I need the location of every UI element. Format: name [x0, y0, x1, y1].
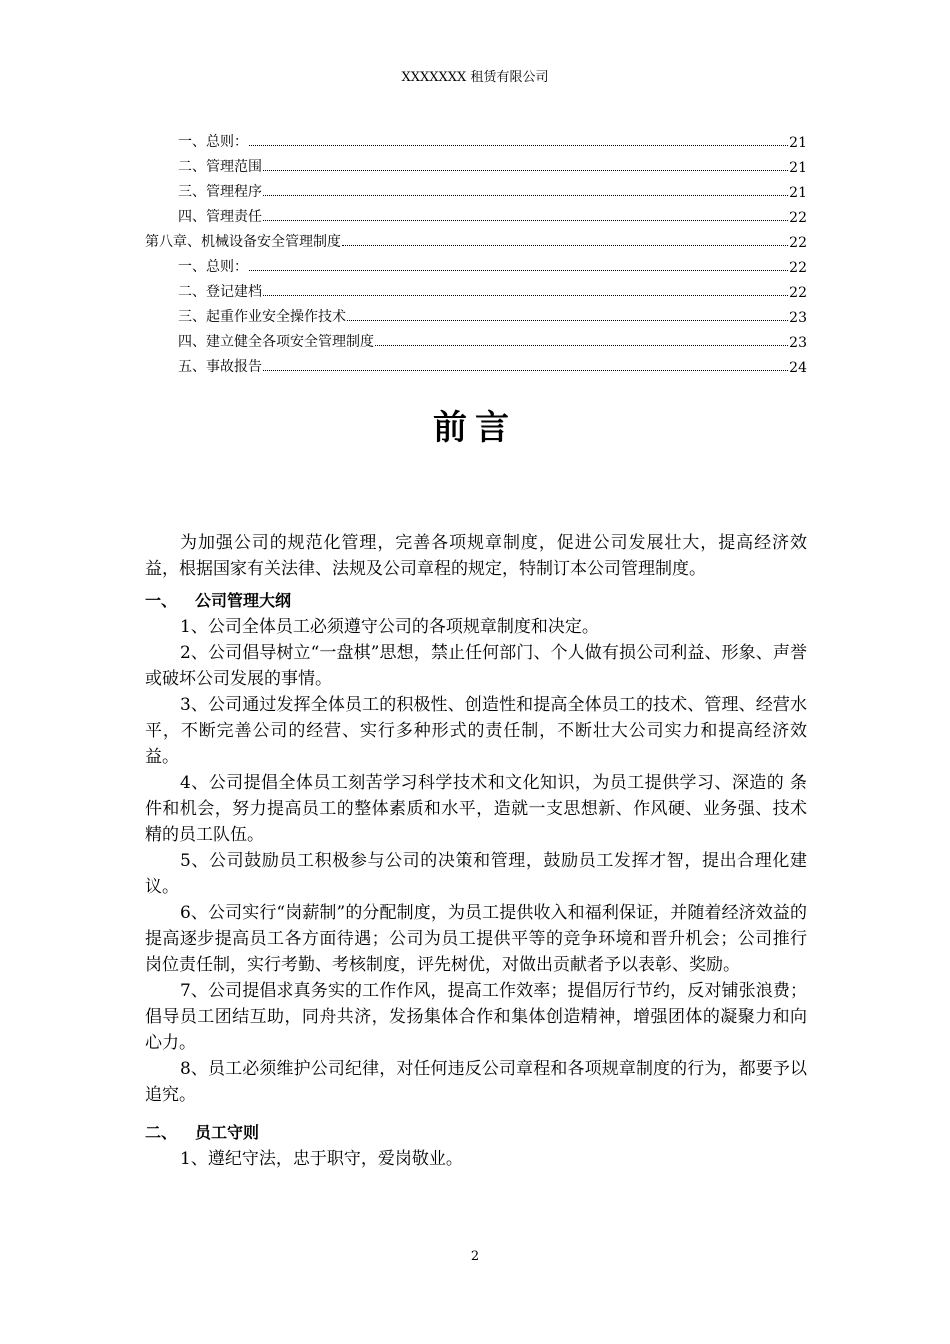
page-number: 2 — [470, 1249, 480, 1264]
toc-entry[interactable] — [145, 126, 807, 151]
table-of-contents — [145, 126, 807, 376]
toc-entry-page: 22 — [789, 260, 807, 276]
list-item: 4、公司提倡全体员工刻苦学习科学技术和文化知识，为员工提供学习、深造的 条件和机会，努力提高员工的整体素质和水平，造就一支思想新、作风硬、业务强、技术精的员工队伍。 — [145, 773, 807, 845]
toc-entry-page: 21 — [789, 135, 807, 151]
toc-leader — [263, 370, 788, 371]
intro-paragraph: 为加强公司的规范化管理，完善各项规章制度，促进公司发展壮大，提高经济效益，根据国家有关法律、法规及公司章程的规定，特制订本公司管理制度。 — [145, 533, 807, 579]
toc-entry-label: 三、起重作业安全操作技术 — [178, 309, 346, 325]
toc-entry-label: 一、总则： — [178, 259, 248, 275]
toc-entry-page: 21 — [789, 185, 807, 201]
list-item: 8、员工必须维护公司纪律，对任何违反公司章程和各项规章制度的行为，都要予以追究。 — [145, 1059, 807, 1105]
toc-leader — [263, 220, 788, 221]
section-number: 二、 — [145, 1123, 178, 1142]
section-title: 员工守则 — [195, 1123, 260, 1142]
toc-entry[interactable] — [145, 251, 807, 276]
toc-entry[interactable] — [145, 201, 807, 226]
toc-entry[interactable] — [145, 276, 807, 301]
list-item: 1、遵纪守法，忠于职守，爱岗敬业。 — [180, 1149, 463, 1169]
toc-entry-label: 三、管理程序 — [178, 184, 262, 200]
toc-entry[interactable] — [145, 151, 807, 176]
toc-entry-label: 二、管理范围 — [178, 159, 262, 175]
page-title: 前言 — [433, 408, 517, 448]
toc-entry-label: 二、登记建档 — [178, 284, 262, 300]
section-heading-1 — [145, 588, 807, 614]
toc-entry-chapter[interactable] — [145, 226, 807, 251]
page-header: XXXXXXX 租赁有限公司 — [401, 70, 549, 85]
section-title: 公司管理大纲 — [195, 591, 292, 610]
toc-leader — [263, 295, 788, 296]
list-item: 7、公司提倡求真务实的工作作风，提高工作效率；提倡厉行节约，反对铺张浪费；倡导员工团结互助，同舟共济，发扬集体合作和集体创造精神，增强团体的凝聚力和向心力。 — [145, 981, 807, 1053]
toc-entry-label: 第八章、机械设备安全管理制度 — [145, 234, 341, 250]
toc-entry-label: 一、总则： — [178, 134, 248, 150]
toc-entry-label: 四、管理责任 — [178, 209, 262, 225]
toc-leader — [263, 170, 788, 171]
toc-leader — [347, 320, 788, 321]
toc-entry[interactable] — [145, 176, 807, 201]
toc-leader — [249, 270, 788, 271]
toc-entry[interactable] — [145, 326, 807, 351]
toc-entry[interactable] — [145, 301, 807, 326]
toc-entry[interactable] — [145, 351, 807, 376]
document-body — [145, 530, 807, 1172]
toc-entry-label: 四、建立健全各项安全管理制度 — [178, 334, 374, 350]
toc-entry-page: 24 — [789, 360, 807, 376]
toc-entry-page: 23 — [789, 310, 807, 326]
toc-leader — [263, 195, 788, 196]
toc-leader — [375, 345, 788, 346]
list-item: 1、公司全体员工必须遵守公司的各项规章制度和决定。 — [180, 617, 599, 637]
toc-entry-page: 22 — [789, 210, 807, 226]
list-item: 2、公司倡导树立“一盘棋”思想，禁止任何部门、个人做有损公司利益、形象、声誉或破坏公司发展的事情。 — [145, 643, 807, 689]
toc-entry-page: 23 — [789, 335, 807, 351]
list-item: 3、公司通过发挥全体员工的积极性、创造性和提高全体员工的技术、管理、经营水平，不断完善公司的经营、实行多种形式的责任制，不断壮大公司实力和提高经济效益。 — [145, 695, 807, 767]
toc-entry-label: 五、事故报告 — [178, 359, 262, 375]
list-item: 5、公司鼓励员工积极参与公司的决策和管理，鼓励员工发挥才智，提出合理化建议。 — [145, 851, 807, 897]
toc-entry-page: 21 — [789, 160, 807, 176]
toc-entry-page: 22 — [789, 235, 807, 251]
section-number: 一、 — [145, 591, 178, 610]
list-item: 6、公司实行“岗薪制”的分配制度，为员工提供收入和福利保证，并随着经济效益的提高逐步提高员工各方面待遇；公司为员工提供平等的竞争环境和晋升机会；公司推行岗位责任制，实行考勤、考核制度，评先树优，对做出贡献者予以表彰、奖励。 — [145, 903, 807, 975]
section-heading-2 — [145, 1120, 807, 1146]
toc-leader — [249, 145, 788, 146]
toc-leader — [342, 245, 788, 246]
toc-entry-page: 22 — [789, 285, 807, 301]
